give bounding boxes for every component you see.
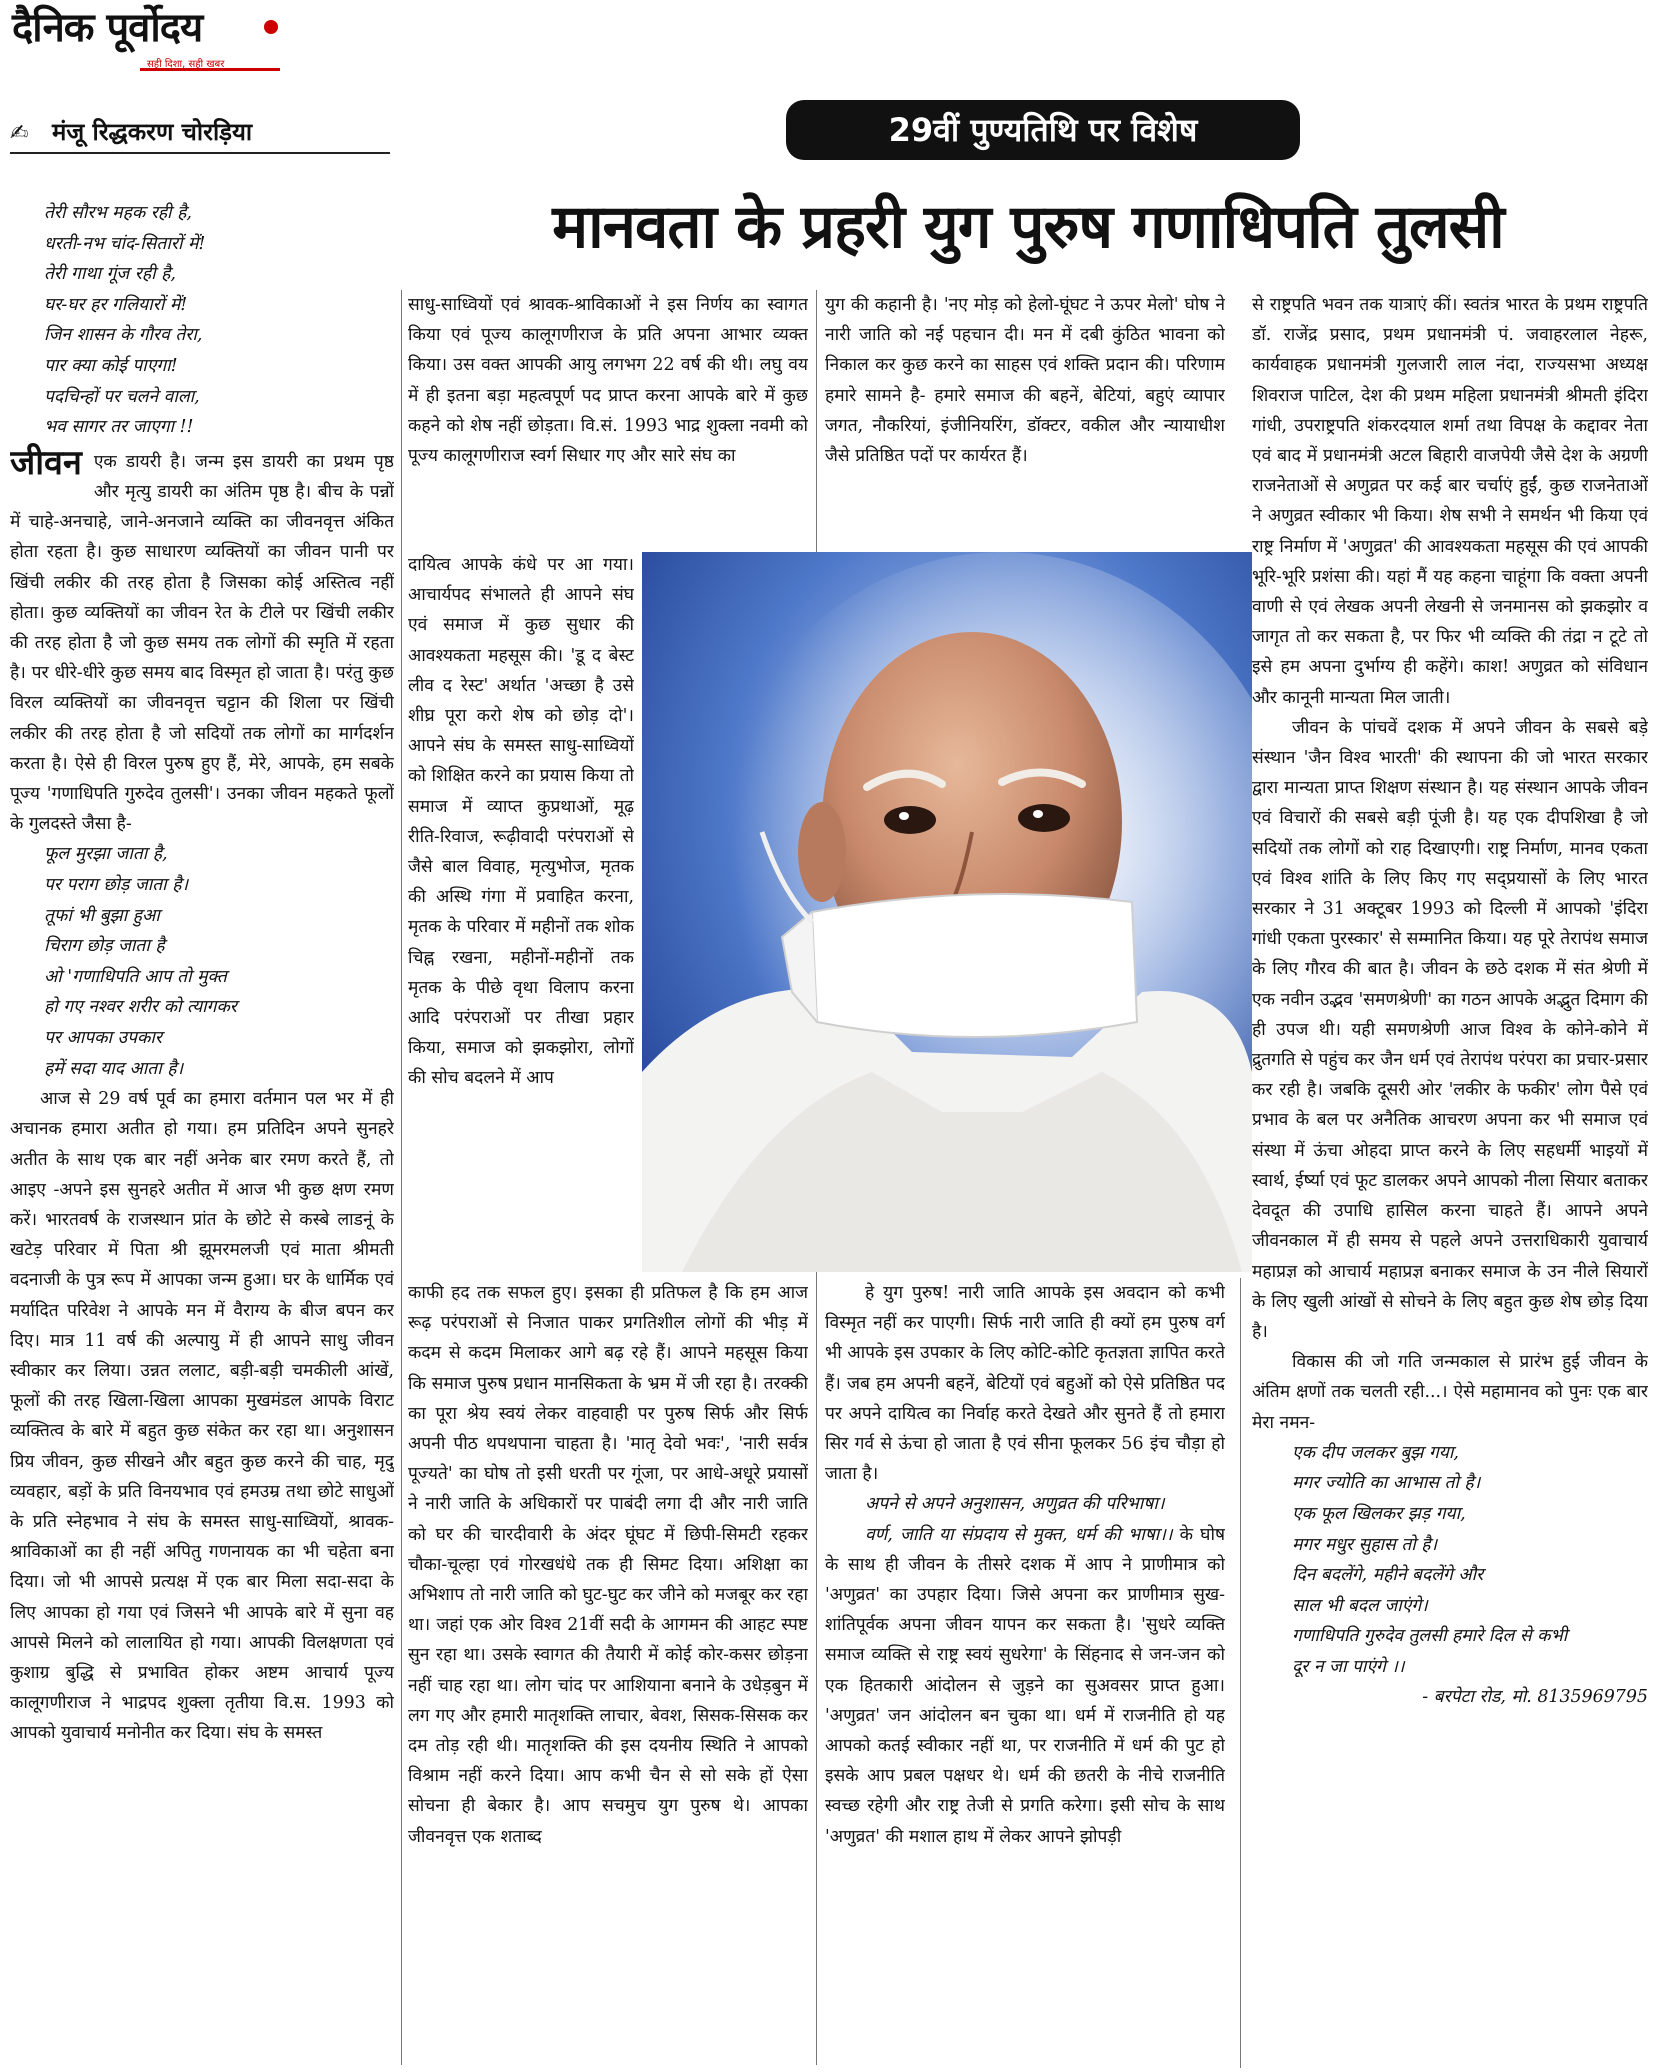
jeevan-dropcap: जीवन — [10, 442, 82, 483]
poem-line: भव सागर तर जाएगा !! — [44, 417, 194, 438]
poem-line: दूर न जा पाएंगे ।। — [1292, 1656, 1405, 1677]
column-3-bottom-text-1: हे युग पुरुष! नारी जाति आपके इस अवदान को कभी विस्मृत नहीं कर पाएगी। सिर्फ नारी जाति ही क्यों हम पुरुष वर्ग भी आपके इस उपकार के लिए कोटि-कोटि कृतज्ञता ज्ञापित करते हैं। जब हम अपनी बहनें, बेटियों एवं बहुओं को ऐसे प्रतिष्ठित पद पर अपने दायित्व का निर्वाह करते देखते और सुनते हैं तो हमारा सिर गर्व से ऊंचा हो जाता है एवं सीना फूलकर 56 इंच चौड़ा हो जाता है। — [825, 1283, 1225, 1485]
column-3-top — [825, 290, 1225, 550]
column-3-top-text: युग की कहानी है। 'नए मोड़ को हेलो-घूंघट ने ऊपर मेलो' घोष ने नारी जाति को नई पहचान दी। मन में दबी कुंठित भावना को निकाल कर कुछ करने का साहस एवं शक्ति प्रदान की। परिणाम हमारे सामने है- हमारे समाज की बहनें, बेटियां, बहुएं व्यापार जगत, नौकरियां, इंजीनियरिंग, डॉक्टर, वकील और न्यायाधीश जैसे प्रतिष्ठित पदों पर कार्यरत हैं। — [825, 295, 1225, 467]
opening-poem — [10, 198, 394, 443]
author-name: मंजू रिद्धकरण चोरड़िया — [52, 118, 253, 146]
poem-line: तूफां भी बुझा हुआ — [44, 905, 160, 926]
flower-poem — [10, 839, 394, 1084]
special-banner: 29वीं पुण्यतिथि पर विशेष — [786, 100, 1300, 160]
column-3-bottom-text-2-body: के घोष के साथ ही जीवन के तीसरे दशक में आप ने प्राणीमात्र को 'अणुव्रत' का उपहार दिया। जिसे अपना कर प्राणीमात्र सुख-शांतिपूर्वक अपना जीवन यापन कर सकता है। 'सुधरे व्यक्ति समाज व्यक्ति से राष्ट्र स्वयं सुधरेगा' के सिंहनाद से जन-जन को एक हितकारी आंदोलन से जुड़ने का सुअवसर प्राप्त हुआ। 'अणुव्रत' जन आंदोलन बन चुका था। धर्म में राजनीति हो यह आपको कतई स्वीकार नहीं था, पर राजनीति में धर्म की पुट हो इसके आप प्रबल पक्षधर थे। धर्म की छतरी के नीचे राजनीति स्वच्छ रहेगी और राष्ट्र तेजी से प्रगति करेगा। इसी सोच के साथ 'अणुव्रत' की मशाल हाथ में लेकर आपने झोपड़ी — [825, 1524, 1225, 1847]
intro-text: एक डायरी है। जन्म इस डायरी का प्रथम पृष्ठ और मृत्यु डायरी का अंतिम पृष्ठ है। बीच के पन्नों में चाहे-अनचाहे, जाने-अनजाने व्यक्ति का जीवनवृत्त अंकित होता रहता है। कुछ साधारण व्यक्तियों का जीवन पानी पर खिंची लकीर की तरह होता है जिसका कोई अस्तित्व नहीं होता। कुछ व्यक्तियों का जीवन रेत के टीले पर खिंची लकीर की तरह होता है जो कुछ समय तक लोगों की स्मृति में रहता है। पर धीरे-धीरे कुछ समय बाद विस्मृत हो जाता है। परंतु कुछ विरल व्यक्तियों का जीवनवृत्त चट्टान की शिला पर खिंची लकीर की तरह होता है जो सदियों तक लोगों का मार्गदर्शन करता है। ऐसे ही विरल पुरुष हुए हैं, मेरे, आपके, हम सबके पूज्य 'गणाधिपति गुरुदेव तुलसी'। उनका जीवन महकते फूलों के गुलदस्ते जैसा है- — [10, 451, 394, 835]
poem-line: हो गए नश्वर शरीर को त्यागकर — [44, 997, 237, 1018]
pen-icon: ✍ — [10, 121, 29, 146]
column-1 — [10, 198, 394, 2068]
column-divider — [401, 290, 402, 2065]
masthead-tagline: सही दिशा, सही खबर — [147, 59, 225, 70]
closing-poem — [1252, 1438, 1648, 1683]
poem-line: तेरी सौरभ महक रही है, — [44, 203, 192, 223]
poem-line: मगर ज्योति का आभास तो है। — [1292, 1473, 1481, 1494]
headline: मानवता के प्रहरी युग पुरुष गणाधिपति तुलसी — [552, 192, 1504, 262]
column-4-para-3: विकास की जो गति जन्मकाल से प्रारंभ हुई जीवन के अंतिम क्षणों तक चलती रही...। ऐसे महामानव को पुनः एक बार मेरा नमन- — [1252, 1352, 1648, 1433]
column-divider — [1240, 1278, 1241, 2068]
poem-line: पर पराग छोड़ जाता है। — [44, 874, 189, 895]
anuvrat-quote-2: वर्ण, जाति या संप्रदाय से मुक्त, धर्म की भाषा।। — [865, 1524, 1173, 1545]
biography-paragraph: आज से 29 वर्ष पूर्व का हमारा वर्तमान पल भर में ही अचानक हमारा अतीत हो गया। हम प्रतिदिन अपने सुनहरे अतीत के साथ एक बार नहीं अनेक बार रमण करते हैं, तो आइए -अपने इस सुनहरे अतीत में आज भी कुछ क्षण रमण करें। भारतवर्ष के राजस्थान प्रांत के छोटे से कस्बे लाडनूं के खटेड़ परिवार में पिता श्री झूमरमलजी एवं माता श्रीमती वदनाजी के पुत्र रूप में आपका जन्म हुआ। घर के धार्मिक एवं मर्यादित परिवेश ने आपके मन में वैराग्य के बीज बपन कर दिए। मात्र 11 वर्ष की अल्पायु में ही आपने साधु जीवन स्वीकार कर लिया। उन्नत ललाट, बड़ी-बड़ी चमकीली आंखें, फूलों की तरह खिला-खिला आपका मुखमंडल आपके विराट व्यक्तित्व के बारे में बहुत कुछ संकेत कर रहा था। अनुशासन प्रिय जीवन, कुछ सीखने और बहुत कुछ करने की चाह, मृदु व्यवहार, बड़ों के प्रति विनयभाव एवं हमउम्र तथा छोटे साधुओं के प्रति स्नेहभाव ने संघ के समस्त साधु-साध्वियों, श्रावक-श्राविकाओं का ही नहीं अपितु गणनायक का भी चहेता बना दिया। जो भी आपसे प्रत्यक्ष में एक बार मिला सदा-सदा के लिए आपका हो गया एवं जिसने भी आपके बारे में सुना वह आपसे मिलने को लालायित हो गया। आपकी विलक्षणता एवं कुशाग्र बुद्धि से प्रभावित होकर अष्टम आचार्य पूज्य कालूगणीराज ने भाद्रपद शुक्ला तृतीया वि.स. 1993 को आपको युवाचार्य मनोनीत कर दिया। संघ के समस्त — [10, 1089, 394, 1744]
poem-line: चिराग छोड़ जाता है — [44, 936, 165, 957]
intro-paragraph — [10, 442, 394, 840]
poem-line: एक फूल खिलकर झड़ गया, — [1292, 1503, 1466, 1524]
poem-line: गणाधिपति गुरुदेव तुलसी हमारे दिल से कभी — [1292, 1626, 1568, 1647]
portrait-illustration — [642, 552, 1252, 1272]
anuvrat-quote-1: अपने से अपने अनुशासन, अणुव्रत की परिभाषा। — [865, 1494, 1165, 1515]
poem-line: धरती-नभ चांद-सितारों में! — [44, 233, 206, 254]
poem-line: ओ 'गणाधिपति आप तो मुक्त — [44, 966, 227, 987]
portrait-photo — [642, 552, 1252, 1272]
masthead-dot-icon — [264, 20, 278, 34]
column-4-para-2: जीवन के पांचवें दशक में अपने जीवन के सबसे बड़े संस्थान 'जैन विश्व भारती' की स्थापना की जो भारत सरकार द्वारा मान्यता प्राप्त शिक्षण संस्थान है। यह संस्थान आपके जीवन एवं विचारों की सबसे बड़ी पूंजी है। यह एक दीपशिखा है जो सदियों तक लोगों को राह दिखाएगी। राष्ट्र निर्माण, मानव एकता एवं विश्व शांति के लिए किए गए सद्प्रयासों के लिए भारत सरकार ने 31 अक्टूबर 1993 को दिल्ली में आपको 'इंदिरा गांधी एकता पुरस्कार' से सम्मानित किया। यह पूरे तेरापंथ समाज के लिए गौरव की बात है। जीवन के छठे दशक में संत श्रेणी में एक नवीन उद्भव 'समणश्रेणी' का गठन आपके अद्भुत दिमाग की ही उपज थी। यही समणश्रेणी आज विश्व के कोने-कोने में द्रुतगति से पहुंच कर जैन धर्म एवं तेरापंथ परंपरा का प्रचार-प्रसार कर रही है। जबकि दूसरी ओर 'लकीर के फकीर' लोग पैसे एवं प्रभाव के बल पर अनैतिक आचरण अपना कर भी समाज एवं संस्था में ऊंचा ओहदा प्राप्त करने के लिए सहधर्मी भाइयों में स्वार्थ, ईर्ष्या एवं फूट डालकर अपने आपको नीला सियार बताकर देवदूत की उपाधि हासिल करना चाहते हैं। आपने अपने जीवनकाल में ही समय से पहले अपने उत्तराधिकारी युवाचार्य महाप्रज्ञ को आचार्य महाप्रज्ञ बनाकर समाज के उन नीले सियारों के लिए खुली आंखों से सोचने के लिए बहुत कुछ शेष छोड़ दिया है। — [1252, 717, 1648, 1342]
poem-line: पदचिन्हों पर चलने वाला, — [44, 386, 200, 407]
poem-line: मगर मधुर सुहास तो है। — [1292, 1534, 1438, 1555]
column-2-top — [408, 290, 808, 550]
masthead-title: दैनिक पूर्वोदय — [12, 5, 203, 51]
poem-line: जिन शासन के गौरव तेरा, — [44, 325, 203, 346]
poem-line: घर-घर हर गलियारों में! — [44, 294, 188, 315]
poem-line: पर आपका उपकार — [44, 1027, 162, 1048]
poem-line: तेरी गाथा गूंज रही है, — [44, 264, 176, 285]
column-2-narrow-text: दायित्व आपके कंधे पर आ गया। आचार्यपद संभालते ही आपने संघ एवं समाज में कुछ सुधार की आवश्यकता महसूस की। 'डू द बेस्ट लीव द रेस्ट' अर्थात 'अच्छा है उसे शीघ्र पूरा करो शेष को छोड़ दो'। आपने संघ के समस्त साधु-साध्वियों को शिक्षित करने का प्रयास किया तो समाज में व्याप्त कुप्रथाओं, मूढ़ रीति-रिवाज, रूढ़ीवादी परंपराओं से जैसे बाल विवाह, मृत्युभोज, मृतक की अस्थि गंगा में प्रवाहित करना, मृतक के परिवार में महीनों तक शोक चिह्न रखना, महीनों-महीनों तक मृतक के पीछे वृथा विलाप करना आदि परंपराओं पर तीखा प्रहार किया, समाज को झकझोरा, लोगों की सोच बदलने में आप — [408, 555, 634, 1089]
poem-line: एक दीप जलकर बुझ गया, — [1292, 1442, 1459, 1463]
poem-line: पार क्या कोई पाएगा! — [44, 355, 178, 376]
column-2-top-text: साधु-साध्वियों एवं श्रावक-श्राविकाओं ने इस निर्णय का स्वागत किया एवं पूज्य कालूगणीराज के प्रति अपना आभार व्यक्त किया। उस वक्त आपकी आयु लगभग 22 वर्ष की थी। लघु वय में ही इतना बड़ा महत्वपूर्ण पद प्राप्त करना आपके बारे में कुछ कहने को शेष नहीं छोड़ता। वि.सं. 1993 भाद्र शुक्ला नवमी को पूज्य कालूगणीराज स्वर्ग सिधार गए और सारे संघ का — [408, 295, 808, 467]
signature: - बरपेटा रोड, मो. 8135969795 — [1422, 1687, 1648, 1708]
column-2-bottom — [408, 1278, 808, 2068]
column-4-para-1: से राष्ट्रपति भवन तक यात्राएं कीं। स्वतंत्र भारत के प्रथम राष्ट्रपति डॉ. राजेंद्र प्रसाद, प्रथम प्रधानमंत्री पं. जवाहरलाल नेहरू, कार्यवाहक प्रधानमंत्री गुलजारी लाल नंदा, राज्यसभा अध्यक्ष शिवराज पाटिल, देश की प्रथम महिला प्रधानमंत्री श्रीमती इंदिरा गांधी, उपराष्ट्रपति शंकरदयाल शर्मा तथा विपक्ष के कद्दावर नेता एवं बाद में प्रधानमंत्री अटल बिहारी वाजपेयी जैसे देश के अग्रणी राजनेताओं से अणुव्रत पर कई बार चर्चाएं हुईं, कुछ राजनेताओं ने अणुव्रत स्वीकार भी किया। शेष सभी ने समर्थन भी किया एवं राष्ट्र निर्माण में 'अणुव्रत' की आवश्यकता महसूस की एवं आपकी भूरि-भूरि प्रशंसा की। यहां मैं यह कहना चाहूंगा कि वक्ता अपनी वाणी से एवं लेखक अपनी लेखनी से जनमानस को झकझोर व जागृत तो कर सकता है, पर फिर भी व्यक्ति की तंद्रा न टूटे तो इसे हम अपना दुर्भाग्य ही कहेंगे। काश! अणुव्रत को संविधान और कानूनी मान्यता मिल जाती। — [1252, 295, 1648, 708]
column-4 — [1252, 290, 1648, 2068]
poem-line: दिन बदलेंगे, महीने बदलेंगे और — [1292, 1565, 1484, 1586]
author-byline — [10, 112, 390, 154]
poem-line: हमें सदा याद आता है। — [44, 1058, 184, 1079]
column-3-bottom — [825, 1278, 1225, 2068]
column-2-bottom-text: काफी हद तक सफल हुए। इसका ही प्रतिफल है कि हम आज रूढ़ परंपराओं से निजात पाकर प्रगतिशील लोगों की भीड़ में कदम से कदम मिलाकर आगे बढ़ रहे हैं। आपने महसूस किया कि समाज पुरुष प्रधान मानसिकता के भ्रम में जी रहा है। तरक्की का पूरा श्रेय स्वयं लेकर वाहवाही पर पुरुष सिर्फ और सिर्फ अपनी पीठ थपथपाना चाहता है। 'मातृ देवो भवः', 'नारी सर्वत्र पूज्यते' का घोष तो इसी धरती पर गूंजा, पर आधे-अधूरे प्रयासों ने नारी जाति के अधिकारों पर पाबंदी लगा दी और नारी जाति को घर की चारदीवारी के अंदर घूंघट में छिपी-सिमटी रहकर चौका-चूल्हा एवं गोरखधंधे तक ही सिमट दिया। अशिक्षा का अभिशाप तो नारी जाति को घुट-घुट कर जीने को मजबूर कर रहा था। जहां एक ओर विश्व 21वीं सदी के आगमन की आहट स्पष्ट सुन रहा था। उसके स्वागत की तैयारी में कोई कोर-कसर छोड़ना नहीं चाह रहा था। लोग चांद पर आशियाना बनाने के उधेड़बुन में लग गए और हमारी मातृशक्ति लाचार, बेवश, सिसक-सिसक कर दम तोड़ रही थी। मातृशक्ति की इस दयनीय स्थिति ने आपको विश्राम नहीं करने दिया। आप कभी चैन से सो सके हों ऐसा सोचना ही बेकार है। आप सचमुच युग पुरुष थे। आपका जीवनवृत्त एक शताब्द — [408, 1283, 808, 1847]
poem-line: साल भी बदल जाएंगे। — [1292, 1595, 1428, 1616]
masthead — [12, 6, 312, 70]
column-2-narrow — [408, 550, 634, 1275]
poem-line: फूल मुरझा जाता है, — [44, 844, 168, 865]
column-3-bottom-text-2 — [825, 1520, 1225, 1852]
